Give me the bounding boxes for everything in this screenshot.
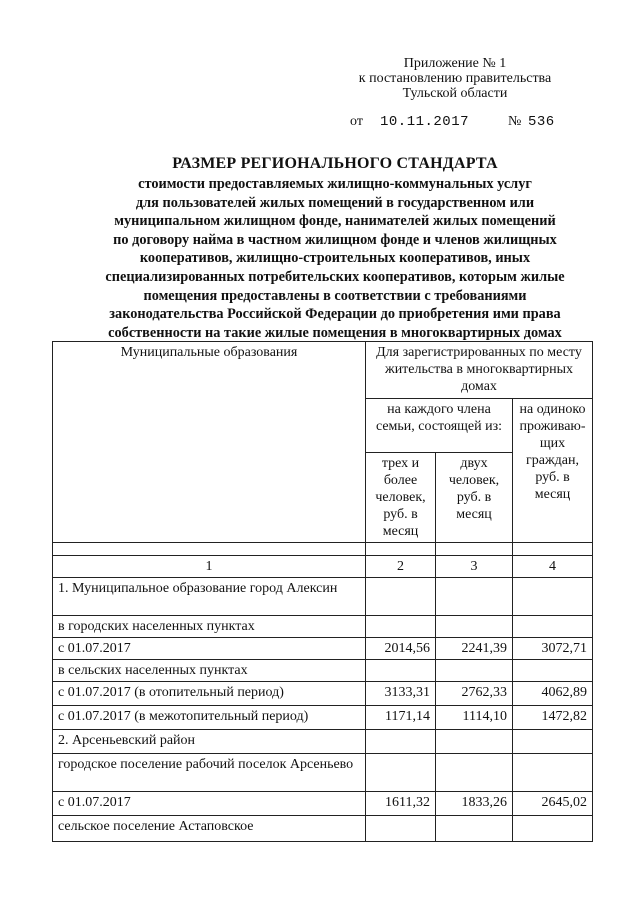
row-label: с 01.07.2017 [53, 638, 366, 660]
row-label: сельское поселение Астаповское [53, 816, 366, 842]
value-single [513, 730, 593, 754]
subtitle-line: по договору найма в частном жилищном фонде и членов жилищных [113, 231, 557, 248]
table-row [53, 638, 593, 660]
subtitle-line: помещения предоставлены в соответствии с требованиями [143, 287, 527, 304]
column-number: 4 [513, 556, 593, 578]
value-two: 1833,26 [436, 792, 513, 816]
value-two: 2241,39 [436, 638, 513, 660]
value-two [436, 816, 513, 842]
value-two: 1114,10 [436, 706, 513, 730]
gap-cell [366, 543, 436, 556]
row-label: с 01.07.2017 (в отопительный период) [53, 682, 366, 706]
value-two: 2762,33 [436, 682, 513, 706]
row-label: 2. Арсеньевский район [53, 730, 366, 754]
value-three-plus [366, 816, 436, 842]
number-label: № [508, 114, 522, 129]
value-three-plus: 1611,32 [366, 792, 436, 816]
value-three-plus [366, 616, 436, 638]
value-two [436, 730, 513, 754]
value-single [513, 578, 593, 616]
subtitle-line: для пользователей жилых помещений в государственном или [135, 194, 535, 211]
date-label: от [350, 114, 363, 129]
value-three-plus: 3133,31 [366, 682, 436, 706]
standard-table [52, 341, 593, 842]
gap-cell [53, 543, 366, 556]
document-subtitle [60, 175, 610, 342]
value-single [513, 660, 593, 682]
value-single: 1472,82 [513, 706, 593, 730]
value-three-plus: 2014,56 [366, 638, 436, 660]
value-two [436, 754, 513, 792]
table-row [53, 616, 593, 638]
header-two-persons: двух человек, руб. в месяц [436, 453, 513, 543]
subtitle-line: стоимости предоставляемых жилищно-коммунальных услуг [138, 176, 532, 192]
table-row [53, 660, 593, 682]
value-single [513, 616, 593, 638]
appendix-region: Тульской области [402, 86, 508, 101]
row-label: с 01.07.2017 (в межотопительный период) [53, 706, 366, 730]
value-three-plus [366, 754, 436, 792]
value-two [436, 660, 513, 682]
appendix-title: Приложение № 1 [403, 56, 507, 71]
subtitle-line: собственности на такие жилые помещения в многоквартирных домах [108, 324, 562, 341]
document-title: РАЗМЕР РЕГИОНАЛЬНОГО СТАНДАРТА [172, 155, 498, 172]
table-row [53, 792, 593, 816]
table-row [53, 682, 593, 706]
table-row [53, 754, 593, 792]
header-municipalities: Муниципальные образования [53, 342, 366, 543]
column-number: 3 [436, 556, 513, 578]
value-single [513, 754, 593, 792]
header-gap-row [53, 543, 593, 556]
header-each-member: на каждого члена семьи, состоящей из: [366, 399, 513, 453]
value-single: 4062,89 [513, 682, 593, 706]
decree-number: 536 [528, 114, 555, 130]
row-label: городское поселение рабочий поселок Арсеньево [53, 754, 366, 792]
table-row [53, 816, 593, 842]
column-number-row [53, 556, 593, 578]
gap-cell [513, 543, 593, 556]
table-row [53, 578, 593, 616]
value-two [436, 616, 513, 638]
row-label: с 01.07.2017 [53, 792, 366, 816]
value-three-plus: 1171,14 [366, 706, 436, 730]
gap-cell [436, 543, 513, 556]
value-single [513, 816, 593, 842]
table-row [53, 706, 593, 730]
header-single-residents: на одиноко проживаю-щих граждан, руб. в месяц [513, 399, 593, 543]
header-three-plus: трех и более человек, руб. в месяц [366, 453, 436, 543]
value-three-plus [366, 578, 436, 616]
decree-date-line [350, 114, 570, 132]
subtitle-line: кооперативов, жилищно-строительных кооперативов, иных [139, 250, 531, 267]
appendix-decree-ref: к постановлению правительства [358, 71, 552, 86]
column-number: 2 [366, 556, 436, 578]
subtitle-line: законодательства Российской Федерации до приобретения ими права [109, 306, 561, 323]
decree-date: 10.11.2017 [380, 114, 470, 130]
value-three-plus [366, 660, 436, 682]
subtitle-line: муниципальном жилищном фонде, нанимателей жилых помещений [114, 213, 556, 230]
value-single: 3072,71 [513, 638, 593, 660]
column-number: 1 [53, 556, 366, 578]
value-single: 2645,02 [513, 792, 593, 816]
value-two [436, 578, 513, 616]
row-label: в городских населенных пунктах [53, 616, 366, 638]
header-registered: Для зарегистрированных по месту жительства в многоквартирных домах [366, 342, 593, 399]
subtitle-line: специализированных потребительских кооперативов, которым жилые [105, 268, 565, 285]
row-label: в сельских населенных пунктах [53, 660, 366, 682]
row-label: 1. Муниципальное образование город Алексин [53, 578, 366, 616]
appendix-block [330, 56, 580, 101]
table-row [53, 730, 593, 754]
value-three-plus [366, 730, 436, 754]
